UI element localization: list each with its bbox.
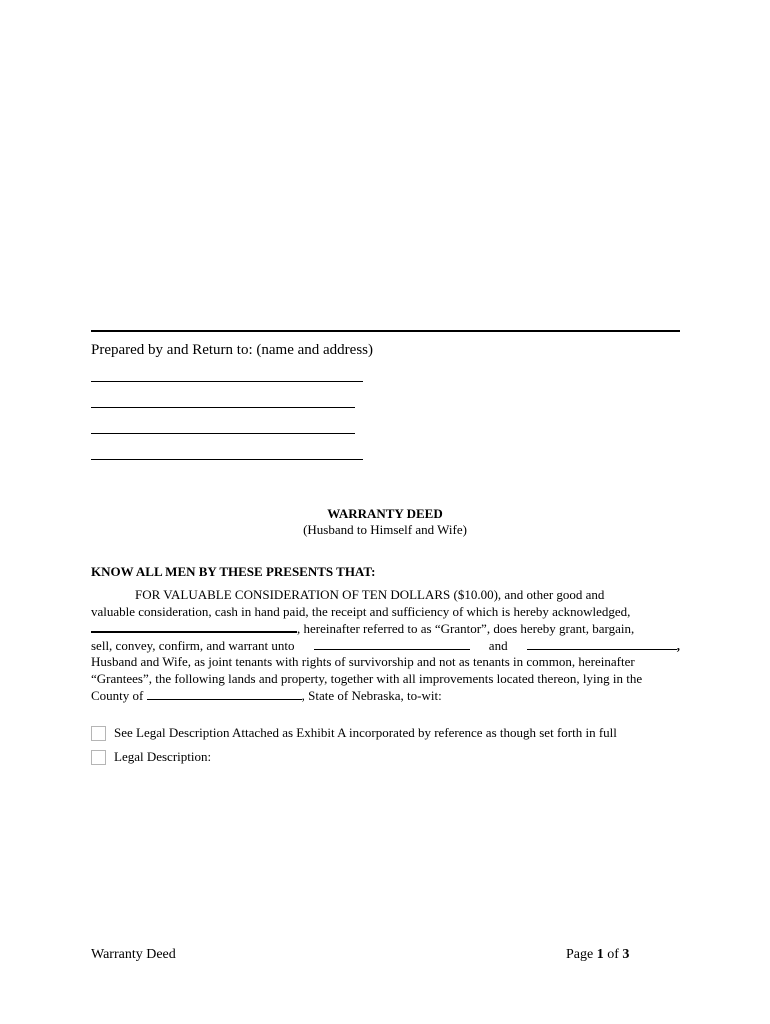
and-text: and bbox=[488, 637, 508, 653]
legal-description-label: Legal Description: bbox=[114, 749, 212, 764]
exhibit-option[interactable] bbox=[91, 725, 617, 741]
address-line-3[interactable] bbox=[91, 433, 355, 434]
joint-tenants-text: Husband and Wife, as joint tenants with rights of survivorship and not as tenants in common, hereinafter bbox=[91, 654, 635, 670]
grantor-name-blank[interactable] bbox=[91, 620, 297, 633]
comma-text: , bbox=[676, 637, 680, 653]
exhibit-option-label: See Legal Description Attached as Exhibit A incorporated by reference as though set forth in full bbox=[114, 725, 617, 740]
county-label: County of bbox=[91, 687, 144, 703]
address-line-1[interactable] bbox=[91, 381, 363, 382]
body-line-6 bbox=[91, 671, 680, 688]
body-line-4 bbox=[91, 638, 680, 655]
grantees-property-text: “Grantees”, the following lands and property, together with all improvements located thereon, lying in the bbox=[91, 670, 643, 686]
prepared-by-label: Prepared by and Return to: (name and address) bbox=[91, 342, 373, 358]
county-blank[interactable] bbox=[147, 688, 302, 700]
page-label: Page bbox=[566, 947, 594, 962]
deed-body bbox=[91, 587, 680, 704]
know-all-heading: KNOW ALL MEN BY THESE PRESENTS THAT: bbox=[91, 564, 376, 579]
top-rule bbox=[91, 330, 680, 332]
body-line-3 bbox=[91, 620, 680, 638]
body-line-1 bbox=[91, 587, 680, 604]
body-line-5 bbox=[91, 654, 680, 671]
grantee-1-blank[interactable] bbox=[314, 638, 470, 650]
footer-page-number bbox=[566, 947, 629, 963]
address-line-4[interactable] bbox=[91, 459, 363, 460]
body-line-7 bbox=[91, 688, 680, 705]
page-of: of bbox=[607, 947, 619, 962]
address-line-2[interactable] bbox=[91, 407, 355, 408]
legal-description-checkbox[interactable] bbox=[91, 750, 106, 765]
grantor-text: , hereinafter referred to as “Grantor”, does hereby grant, bargain, bbox=[297, 621, 635, 637]
document-title: WARRANTY DEED bbox=[327, 506, 443, 521]
consideration-text: FOR VALUABLE CONSIDERATION OF TEN DOLLARS ($10.00), and other good and bbox=[135, 587, 605, 602]
legal-description-option[interactable] bbox=[91, 749, 211, 765]
body-line-2 bbox=[91, 604, 680, 621]
page-current: 1 bbox=[596, 947, 604, 962]
state-text: , State of Nebraska, to-wit: bbox=[301, 687, 442, 703]
exhibit-checkbox[interactable] bbox=[91, 726, 106, 741]
page-total: 3 bbox=[622, 947, 630, 962]
footer-document-name: Warranty Deed bbox=[91, 947, 176, 962]
grantee-2-blank[interactable] bbox=[527, 638, 677, 650]
warrant-unto-text: sell, convey, confirm, and warrant unto bbox=[91, 637, 295, 653]
document-subtitle: (Husband to Himself and Wife) bbox=[303, 522, 467, 537]
acknowledgement-text: valuable consideration, cash in hand paid, the receipt and sufficiency of which is hereby acknowledged, bbox=[91, 603, 631, 619]
